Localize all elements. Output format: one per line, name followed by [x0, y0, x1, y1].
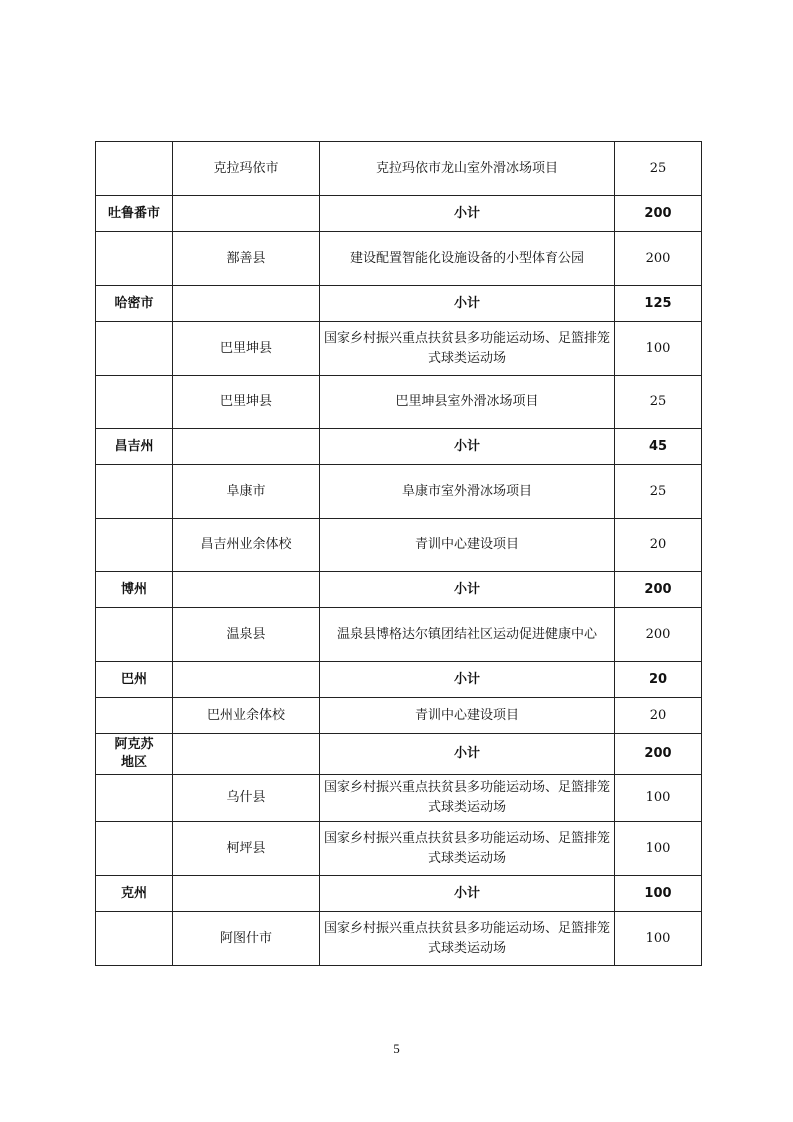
project-cell: 建设配置智能化设施设备的小型体育公园	[320, 232, 615, 286]
county-cell: 柯坪县	[173, 822, 320, 876]
county-cell: 阿图什市	[173, 912, 320, 966]
table-row	[96, 608, 702, 662]
subtotal-label: 小计	[320, 662, 615, 698]
county-cell	[173, 429, 320, 465]
county-cell: 克拉玛依市	[173, 142, 320, 196]
subtotal-row	[96, 429, 702, 465]
project-cell: 青训中心建设项目	[320, 698, 615, 734]
project-cell: 国家乡村振兴重点扶贫县多功能运动场、足篮排笼式球类运动场	[320, 822, 615, 876]
region-cell: 昌吉州	[96, 429, 173, 465]
county-cell	[173, 286, 320, 322]
region-cell	[96, 775, 173, 822]
county-cell: 巴里坤县	[173, 376, 320, 429]
county-cell	[173, 876, 320, 912]
subtotal-label: 小计	[320, 429, 615, 465]
region-cell	[96, 232, 173, 286]
project-cell: 巴里坤县室外滑冰场项目	[320, 376, 615, 429]
project-cell: 国家乡村振兴重点扶贫县多功能运动场、足篮排笼式球类运动场	[320, 322, 615, 376]
page-number: 5	[393, 1041, 400, 1056]
amount-cell: 200	[615, 608, 702, 662]
table-row	[96, 698, 702, 734]
table-row	[96, 519, 702, 572]
subtotal-amount: 200	[615, 734, 702, 775]
region-cell	[96, 322, 173, 376]
county-cell: 温泉县	[173, 608, 320, 662]
region-cell: 博州	[96, 572, 173, 608]
region-cell	[96, 698, 173, 734]
project-cell: 克拉玛依市龙山室外滑冰场项目	[320, 142, 615, 196]
region-cell: 克州	[96, 876, 173, 912]
county-cell: 巴里坤县	[173, 322, 320, 376]
amount-cell: 100	[615, 822, 702, 876]
amount-cell: 25	[615, 376, 702, 429]
region-cell	[96, 142, 173, 196]
subtotal-amount: 125	[615, 286, 702, 322]
subtotal-row	[96, 196, 702, 232]
subtotal-label: 小计	[320, 734, 615, 775]
county-cell	[173, 734, 320, 775]
amount-cell: 25	[615, 465, 702, 519]
table-row	[96, 376, 702, 429]
region-cell: 吐鲁番市	[96, 196, 173, 232]
project-cell: 青训中心建设项目	[320, 519, 615, 572]
region-cell	[96, 822, 173, 876]
amount-cell: 25	[615, 142, 702, 196]
amount-cell: 100	[615, 322, 702, 376]
amount-cell: 20	[615, 698, 702, 734]
table-row	[96, 142, 702, 196]
table-row	[96, 912, 702, 966]
region-cell	[96, 608, 173, 662]
county-cell	[173, 572, 320, 608]
amount-cell: 100	[615, 912, 702, 966]
project-cell: 阜康市室外滑冰场项目	[320, 465, 615, 519]
table-row	[96, 232, 702, 286]
funding-table	[95, 141, 702, 966]
county-cell	[173, 662, 320, 698]
region-cell: 巴州	[96, 662, 173, 698]
amount-cell: 200	[615, 232, 702, 286]
subtotal-amount: 45	[615, 429, 702, 465]
subtotal-row	[96, 734, 702, 775]
county-cell: 乌什县	[173, 775, 320, 822]
table-row	[96, 775, 702, 822]
table-row	[96, 822, 702, 876]
region-cell	[96, 519, 173, 572]
project-cell: 温泉县博格达尔镇团结社区运动促进健康中心	[320, 608, 615, 662]
county-cell: 昌吉州业余体校	[173, 519, 320, 572]
table-row	[96, 322, 702, 376]
subtotal-row	[96, 572, 702, 608]
subtotal-label: 小计	[320, 196, 615, 232]
subtotal-amount: 20	[615, 662, 702, 698]
subtotal-row	[96, 662, 702, 698]
subtotal-amount: 200	[615, 196, 702, 232]
subtotal-amount: 200	[615, 572, 702, 608]
region-cell	[96, 376, 173, 429]
county-cell: 巴州业余体校	[173, 698, 320, 734]
county-cell: 鄯善县	[173, 232, 320, 286]
county-cell	[173, 196, 320, 232]
region-cell	[96, 912, 173, 966]
project-cell: 国家乡村振兴重点扶贫县多功能运动场、足篮排笼式球类运动场	[320, 912, 615, 966]
region-cell	[96, 465, 173, 519]
table-body	[96, 142, 702, 966]
amount-cell: 20	[615, 519, 702, 572]
subtotal-label: 小计	[320, 572, 615, 608]
subtotal-label: 小计	[320, 286, 615, 322]
subtotal-row	[96, 286, 702, 322]
amount-cell: 100	[615, 775, 702, 822]
region-cell: 阿克苏 地区	[96, 734, 173, 775]
subtotal-amount: 100	[615, 876, 702, 912]
subtotal-row	[96, 876, 702, 912]
county-cell: 阜康市	[173, 465, 320, 519]
region-cell: 哈密市	[96, 286, 173, 322]
table-row	[96, 465, 702, 519]
project-cell: 国家乡村振兴重点扶贫县多功能运动场、足篮排笼式球类运动场	[320, 775, 615, 822]
subtotal-label: 小计	[320, 876, 615, 912]
